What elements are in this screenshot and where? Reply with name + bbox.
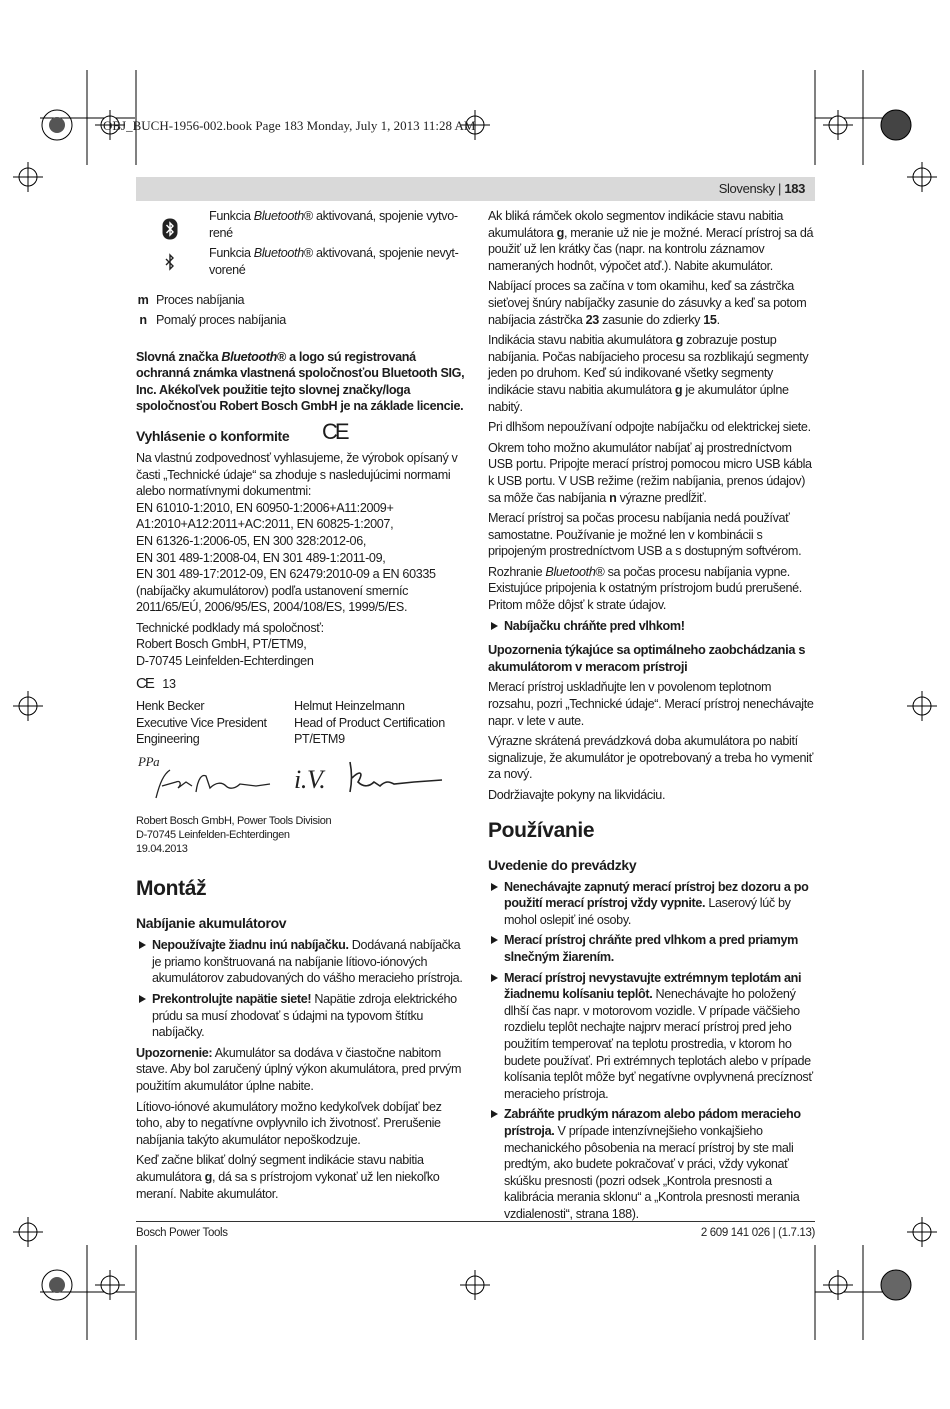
right-p5: Okrem toho možno akumulátor nabíjať aj prostredníctvom USB portu. Pripojte merací prístroj pomocou micro USB kábla k USB portu. V USB režime (režim nabíjania, prenos údajov) sa môže čas nabíjania n výrazne predĺžiť.	[488, 440, 812, 505]
bullet-temperature: Merací prístroj nevystavujte extrémnym teplotám ani žiadnemu kolísaniu teplôt. Nenechávajte ho položený dlhší čas napr. v motorovom vozidle. V prípade väčšieho rozdielu teplôt nechajte najprv merací prístroj pred jeho použitím temperovať na teplotu prostredia, v ktorom ho budete používať. Pri extrémnych teplotách alebo v prípade kolísania teplôt môže byť negatívne ovplyvnená precíznosť meracieho prístroja.	[488, 970, 815, 1103]
legend-item-m: m Proces nabíjania	[137, 293, 245, 308]
bt-off-row: Funkcia Bluetooth® aktivovaná, spojenie nevyt-vorené	[136, 245, 466, 278]
charging-title: Nabíjanie akumulátorov	[136, 915, 287, 932]
montaz-title: Montáž	[136, 877, 207, 901]
bullet-moisture: Nabíjačku chráňte pred vlhkom!	[488, 618, 815, 635]
bullet-charger: Nepoužívajte žiadnu inú nabíjačku. Dodávaná nabíjačka je priamo konštruovaná na nabíjanie lítiovo-iónových akumulátorov zabudovaných do vášho meracieho prístroja.	[136, 937, 466, 987]
right-p6: Merací prístroj sa počas procesu nabíjania nedá používať samostatne. Používanie je možné len v kombinácii s pripojeným prostredníctvom USB a s dostupným softvérom.	[488, 511, 802, 559]
header-language: Slovensky	[718, 181, 775, 196]
ce-mark-icon: CE	[322, 418, 347, 444]
use-title: Používanie	[488, 818, 595, 842]
signature-becker	[136, 752, 286, 808]
bluetooth-icon	[163, 253, 177, 275]
signers	[136, 698, 466, 750]
legend-item-n: n Pomalý proces nabíjania	[139, 312, 286, 327]
ce-mark-small-icon: CE	[136, 674, 153, 692]
bullet-moisture-sun: Merací prístroj chráňte pred vlhkom a pred priamym slnečným žiarením.	[488, 932, 815, 965]
right-p3: Indikácia stavu nabitia akumulátora g zobrazuje postup nabíjania. Počas nabíjacieho procesu sa rozblikajú segmenty jeden po druhom. Keď sú indikované všetky segmenty indikácie stavu nabitia akumulátora g je akumulátor úplne nabitý.	[488, 333, 809, 414]
conformity-text: Na vlastnú zodpovednosť vyhlasujeme, že výrobok opísaný v časti „Technické údaje“ sa zhoduje s nasledujúcimi normami alebo normatívnymi dokumentmi:	[136, 450, 458, 499]
ce-year: CE 13	[136, 674, 176, 692]
company-address: Robert Bosch GmbH, Power Tools Division D-70745 Leinfelden-Echterdingen 19.04.2013	[136, 815, 332, 856]
signatures	[136, 752, 466, 808]
right-column	[488, 208, 815, 1226]
footer-right: 2 609 141 026 | (1.7.13)	[700, 1227, 815, 1239]
signature-heinzelmann	[294, 752, 464, 808]
liion-paragraph: Lítiovo-iónové akumulátory možno kedykoľvek dobíjať bez toho, aby to negatívne ovplyvnilo ich životnosť. Prerušenie nabíjania takýto akumulátor nepoškodzuje.	[136, 1099, 442, 1147]
right-p8: Merací prístroj uskladňujte len v povolenom teplotnom rozsahu, pozri „Technické údaje“. Merací prístroj nenechávajte napr. v lete v aute.	[488, 680, 814, 728]
right-p2: Nabíjací proces sa začína v tom okamihu, keď sa zástrčka sieťovej šnúry nabíjačky zasunie do zásuvky a keď sa potom nabíjacia zástrčka 23 zasunie do zdierky 15.	[488, 279, 807, 327]
bluetooth-connected-icon	[162, 218, 178, 240]
signer-2: Helmut Heinzelmann Head of Product Certification PT/ETM9	[294, 699, 445, 747]
start-title: Uvedenie do prevádzky	[488, 856, 637, 873]
right-p9: Výrazne skrátená prevádzková doba akumulátora po nabití signalizuje, že akumulátor je opotrebovaný a treba ho vymeniť za nový.	[488, 734, 813, 782]
left-column	[136, 208, 466, 1206]
right-p7: Rozhranie Bluetooth® sa počas procesu nabíjania vypne. Existujúce pripojenia k ostatným prístrojom budú prerušené. Pritom môže dôjsť k strate údajov.	[488, 564, 802, 613]
bt-on-row: Funkcia Bluetooth® aktivovaná, spojenie vytvo-rené	[136, 208, 466, 241]
bullet-voltage: Prekontrolujte napätie siete! Napätie zdroja elektrického prúdu sa musí zhodovať s údajmi na typovom štítku nabíjačky.	[136, 991, 466, 1041]
page-header	[136, 177, 815, 201]
sig-iv: i.V.	[294, 765, 326, 795]
note-paragraph: Upozornenie: Akumulátor sa dodáva v čiastočne nabitom stave. Aby bol zaručený úplný výkon akumulátora, pred prvým použitím akumulátor úplne nabite.	[136, 1045, 462, 1093]
right-p10: Dodržiavajte pokyny na likvidáciu.	[488, 788, 666, 802]
footer-rule	[136, 1221, 815, 1222]
tech-docs: Technické podklady má spoločnosť: Robert Bosch GmbH, PT/ETM9, D-70745 Leinfelden-Echterdingen	[136, 620, 324, 669]
bullet-unattended: Nenechávajte zapnutý merací prístroj bez dozoru a po použití merací prístroj vždy vypnite. Laserový lúč by mohol oslepiť iné osoby.	[488, 879, 815, 929]
right-p4: Pri dlhšom nepoužívaní odpojte nabíjačku od elektrickej siete.	[488, 420, 811, 435]
header-label: Slovensky | 183	[718, 181, 805, 196]
blink-paragraph: Keď začne blikať dolný segment indikácie stavu nabitia akumulátora g, dá sa s prístrojom vykonať už len niekoľko meraní. Nabite akumulátor.	[136, 1153, 440, 1201]
page-number: 183	[784, 181, 805, 196]
sig-ppa: PPa	[138, 754, 160, 770]
signer-1: Henk Becker Executive Vice President Engineering	[136, 699, 267, 747]
conformity-title: Vyhlásenie o konformite CE	[136, 418, 347, 444]
footer-left: Bosch Power Tools	[136, 1227, 228, 1239]
standards-list: EN 61010-1:2010, EN 60950-1:2006+A11:2009+ A1:2010+A12:2011+AC:2011, EN 60825-1:2007, EN 61326-1:2006-05, EN 300 328:2012-06, EN 301 489-1:2008-04, EN 301 489-1:2011-09, EN 301 489-17:2012-09, EN 62479:2010-09 a EN 60335 (nabíjačky akumulátorov) podľa ustanovení smerníc 2011/65/EÚ, 2006/95/ES, 2004/108/ES, 1999/5/ES.	[136, 500, 436, 615]
right-p1: Ak bliká rámček okolo segmentov indikácie stavu nabitia akumulátora g, meranie už nie je možné. Merací prístroj sa dá použiť už len krátky čas (napr. na kontrolu záznamov nameraných hodnôt, výpočet atď.). Nabite akumulátor.	[488, 209, 814, 273]
care-title: Upozornenia týkajúce sa optimálneho zaobchádzania s akumulátorom v meracom prístroji	[488, 642, 806, 674]
book-info-line: OBJ_BUCH-1956-002.book Page 183 Monday, July 1, 2013 11:28 AM	[103, 118, 476, 133]
trademark-notice: Slovná značka Bluetooth® a logo sú registrovaná ochranná známka vlastnená spoločnosťou Bluetooth SIG, Inc. Akékoľvek použitie tejto slovnej značky/loga spoločnosťou Robert Bosch GmbH je na základe licencie.	[136, 349, 465, 414]
bullet-impact: Zabráňte prudkým nárazom alebo pádom meracieho prístroja. V prípade intenzívnejšieho vonkajšieho mechanického pôsobenia na merací prístroj by ste mali predtým, ako budete pokračovať v práci, vždy vykonať skúšku presnosti (pozri odsek „Kontrola presnosti a kalibrácia merania sklonu“ a „Kontrola presnosti merania vzdialenosti“, strana 188).	[488, 1106, 815, 1222]
